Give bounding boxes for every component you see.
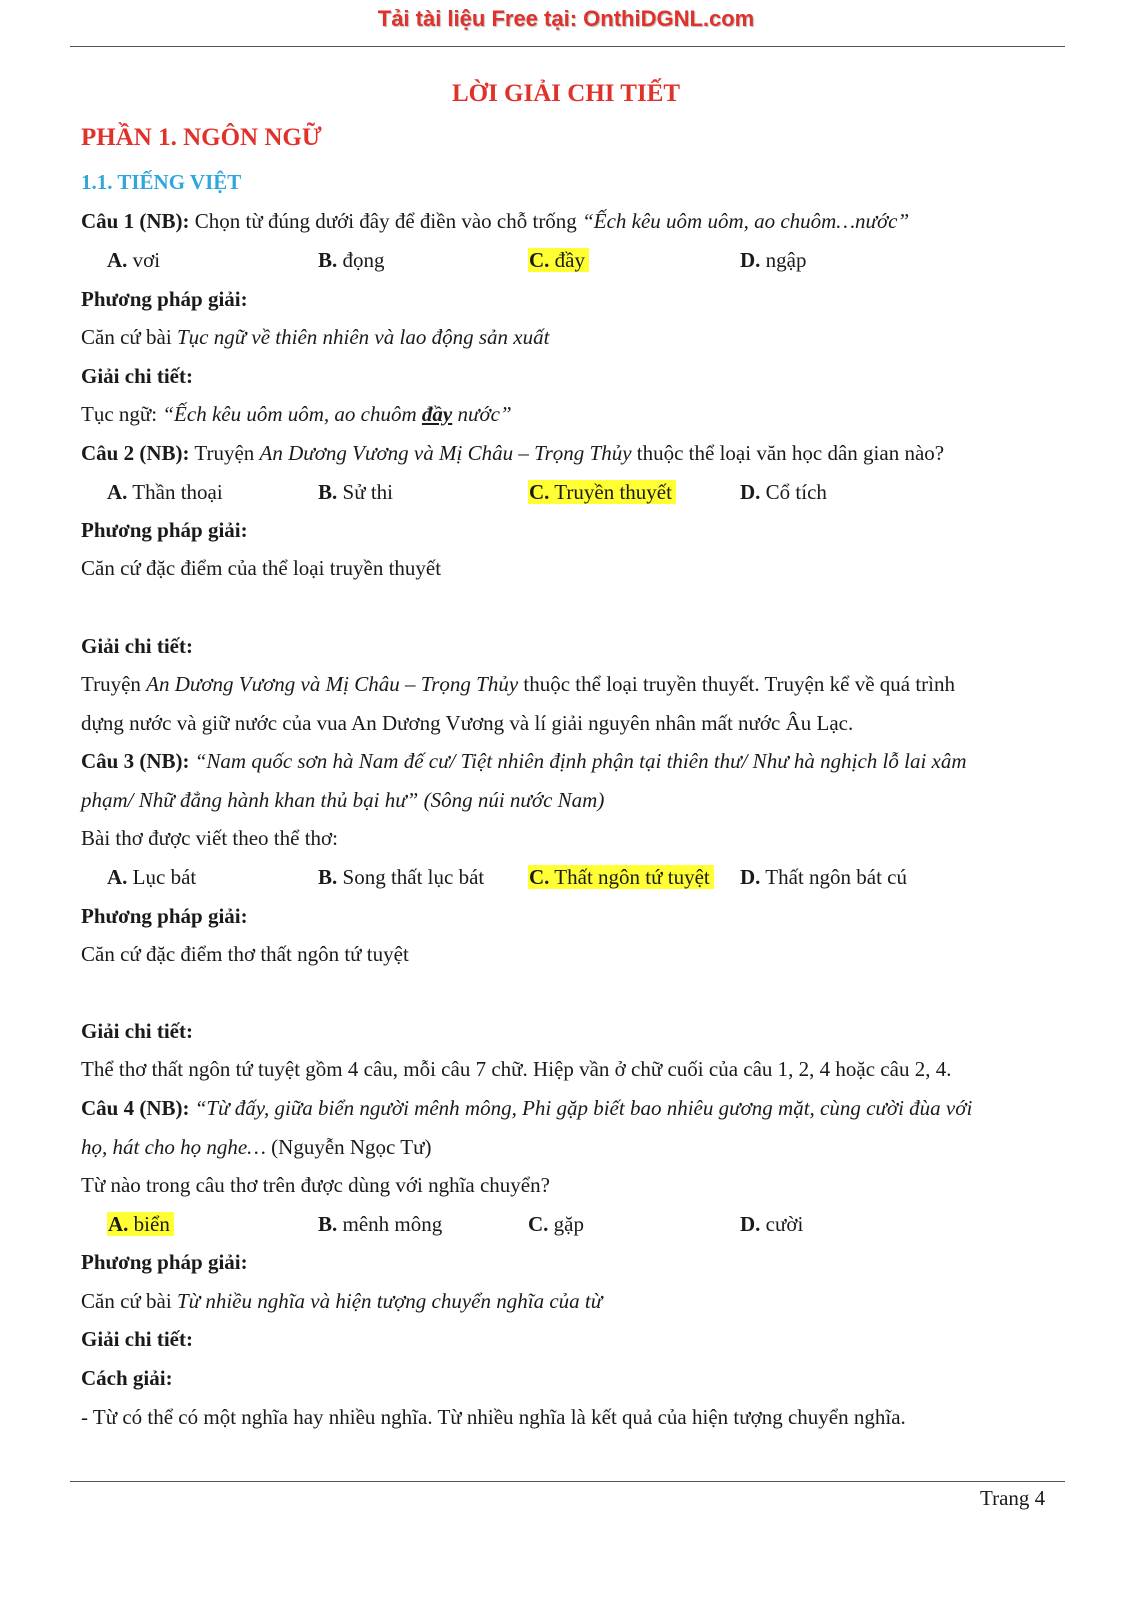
q1-option-c-answer: C. đầy bbox=[528, 246, 589, 274]
q2-detail-line-1: Truyện An Dương Vương và Mị Châu – Trọng Thủy thuộc thể loại truyền thuyết. Truyện kể về quá trình bbox=[81, 672, 955, 696]
q3-option-d: D. Thất ngôn bát cú bbox=[740, 865, 908, 889]
question-3: Câu 3 (NB): “Nam quốc sơn hà Nam đế cư/ Tiệt nhiên định phận tại thiên thư/ Như hà nghịch lỗ lai xâm bbox=[81, 749, 967, 773]
q4-option-a-answer: A. biển bbox=[107, 1210, 174, 1238]
detail-heading: Giải chi tiết: bbox=[81, 1019, 193, 1043]
q1-option-b: B. đọng bbox=[318, 248, 385, 272]
question-number: Câu 4 (NB): bbox=[81, 1096, 190, 1120]
question-number: Câu 2 (NB): bbox=[81, 441, 190, 465]
header-divider bbox=[70, 46, 1065, 47]
q3-detail: Thể thơ thất ngôn tứ tuyệt gồm 4 câu, mỗi câu 7 chữ. Hiệp vần ở chữ cuối của câu 1, 2, 4 hoặc câu 2, 4. bbox=[81, 1057, 952, 1081]
q4-option-d: D. cười bbox=[740, 1212, 804, 1236]
page-number: Trang 4 bbox=[980, 1486, 1046, 1510]
question-text: Chọn từ đúng dưới đây để điền vào chỗ trống bbox=[189, 209, 583, 233]
q4-method: Căn cứ bài Từ nhiều nghĩa và hiện tượng chuyển nghĩa của từ bbox=[81, 1289, 603, 1313]
question-1 bbox=[81, 207, 909, 235]
question-4-prompt: Từ nào trong câu thơ trên được dùng với nghĩa chuyển? bbox=[81, 1173, 550, 1197]
question-number: Câu 3 (NB): bbox=[81, 749, 190, 773]
question-3-prompt: Bài thơ được viết theo thể thơ: bbox=[81, 826, 338, 850]
question-quote: “Ếch kêu uôm uôm, ao chuôm…nước” bbox=[582, 209, 910, 233]
q2-option-b: B. Sử thi bbox=[318, 480, 393, 504]
q1-option-d: D. ngập bbox=[740, 248, 807, 272]
download-banner[interactable]: Tải tài liệu Free tại: OnthiDGNL.com bbox=[377, 6, 755, 31]
question-2: Câu 2 (NB): Truyện An Dương Vương và Mị Châu – Trọng Thủy thuộc thể loại văn học dân gian nào? bbox=[81, 441, 945, 465]
method-heading: Phương pháp giải: bbox=[81, 287, 248, 311]
q3-option-a: A. Lục bát bbox=[107, 865, 197, 889]
q1-option-a: A. vơi bbox=[107, 248, 161, 272]
q3-method: Căn cứ đặc điểm thơ thất ngôn tứ tuyệt bbox=[81, 942, 409, 966]
method-heading: Phương pháp giải: bbox=[81, 904, 248, 928]
detail-heading: Giải chi tiết: bbox=[81, 364, 193, 388]
footer-divider bbox=[70, 1481, 1065, 1482]
question-number: Câu 1 (NB): bbox=[81, 209, 190, 233]
doc-title: LỜI GIẢI CHI TIẾT bbox=[451, 80, 681, 107]
question-4-quote-cont: họ, hát cho họ nghe… (Nguyễn Ngọc Tư) bbox=[81, 1135, 432, 1159]
method-heading: Phương pháp giải: bbox=[81, 1250, 248, 1274]
question-4: Câu 4 (NB): “Từ đấy, giữa biển người mênh mông, Phi gặp biết bao nhiêu gương mặt, cùng cười đùa với bbox=[81, 1096, 973, 1120]
detail-heading: Giải chi tiết: bbox=[81, 634, 193, 658]
section-title: 1.1. TIẾNG VIỆT bbox=[81, 170, 242, 194]
q2-option-d: D. Cổ tích bbox=[740, 480, 827, 504]
how-heading: Cách giải: bbox=[81, 1366, 173, 1390]
q2-method: Căn cứ đặc điểm của thể loại truyền thuyết bbox=[81, 556, 442, 580]
q1-method: Căn cứ bài Tục ngữ về thiên nhiên và lao động sản xuất bbox=[81, 325, 550, 349]
q2-detail-line-2: dựng nước và giữ nước của vua An Dương Vương và lí giải nguyên nhân mất nước Âu Lạc. bbox=[81, 711, 854, 735]
method-heading: Phương pháp giải: bbox=[81, 518, 248, 542]
q4-option-b: B. mênh mông bbox=[318, 1212, 443, 1236]
question-3-quote-cont: phạm/ Nhữ đẳng hành khan thủ bại hư” (Sông núi nước Nam) bbox=[81, 788, 605, 812]
q4-option-c: C. gặp bbox=[528, 1212, 584, 1236]
q2-option-c-answer: C. Truyền thuyết bbox=[528, 478, 676, 506]
q3-option-c-answer: C. Thất ngôn tứ tuyệt bbox=[528, 863, 714, 891]
q4-how-text: - Từ có thể có một nghĩa hay nhiều nghĩa. Từ nhiều nghĩa là kết quả của hiện tượng chuyển nghĩa. bbox=[81, 1405, 906, 1429]
q2-option-a: A. Thần thoại bbox=[107, 480, 223, 504]
q1-detail: Tục ngữ: “Ếch kêu uôm uôm, ao chuôm đầy nước” bbox=[81, 402, 512, 426]
part-title: PHẦN 1. NGÔN NGỮ bbox=[81, 124, 322, 151]
q3-option-b: B. Song thất lục bát bbox=[318, 865, 485, 889]
detail-heading: Giải chi tiết: bbox=[81, 1327, 193, 1351]
